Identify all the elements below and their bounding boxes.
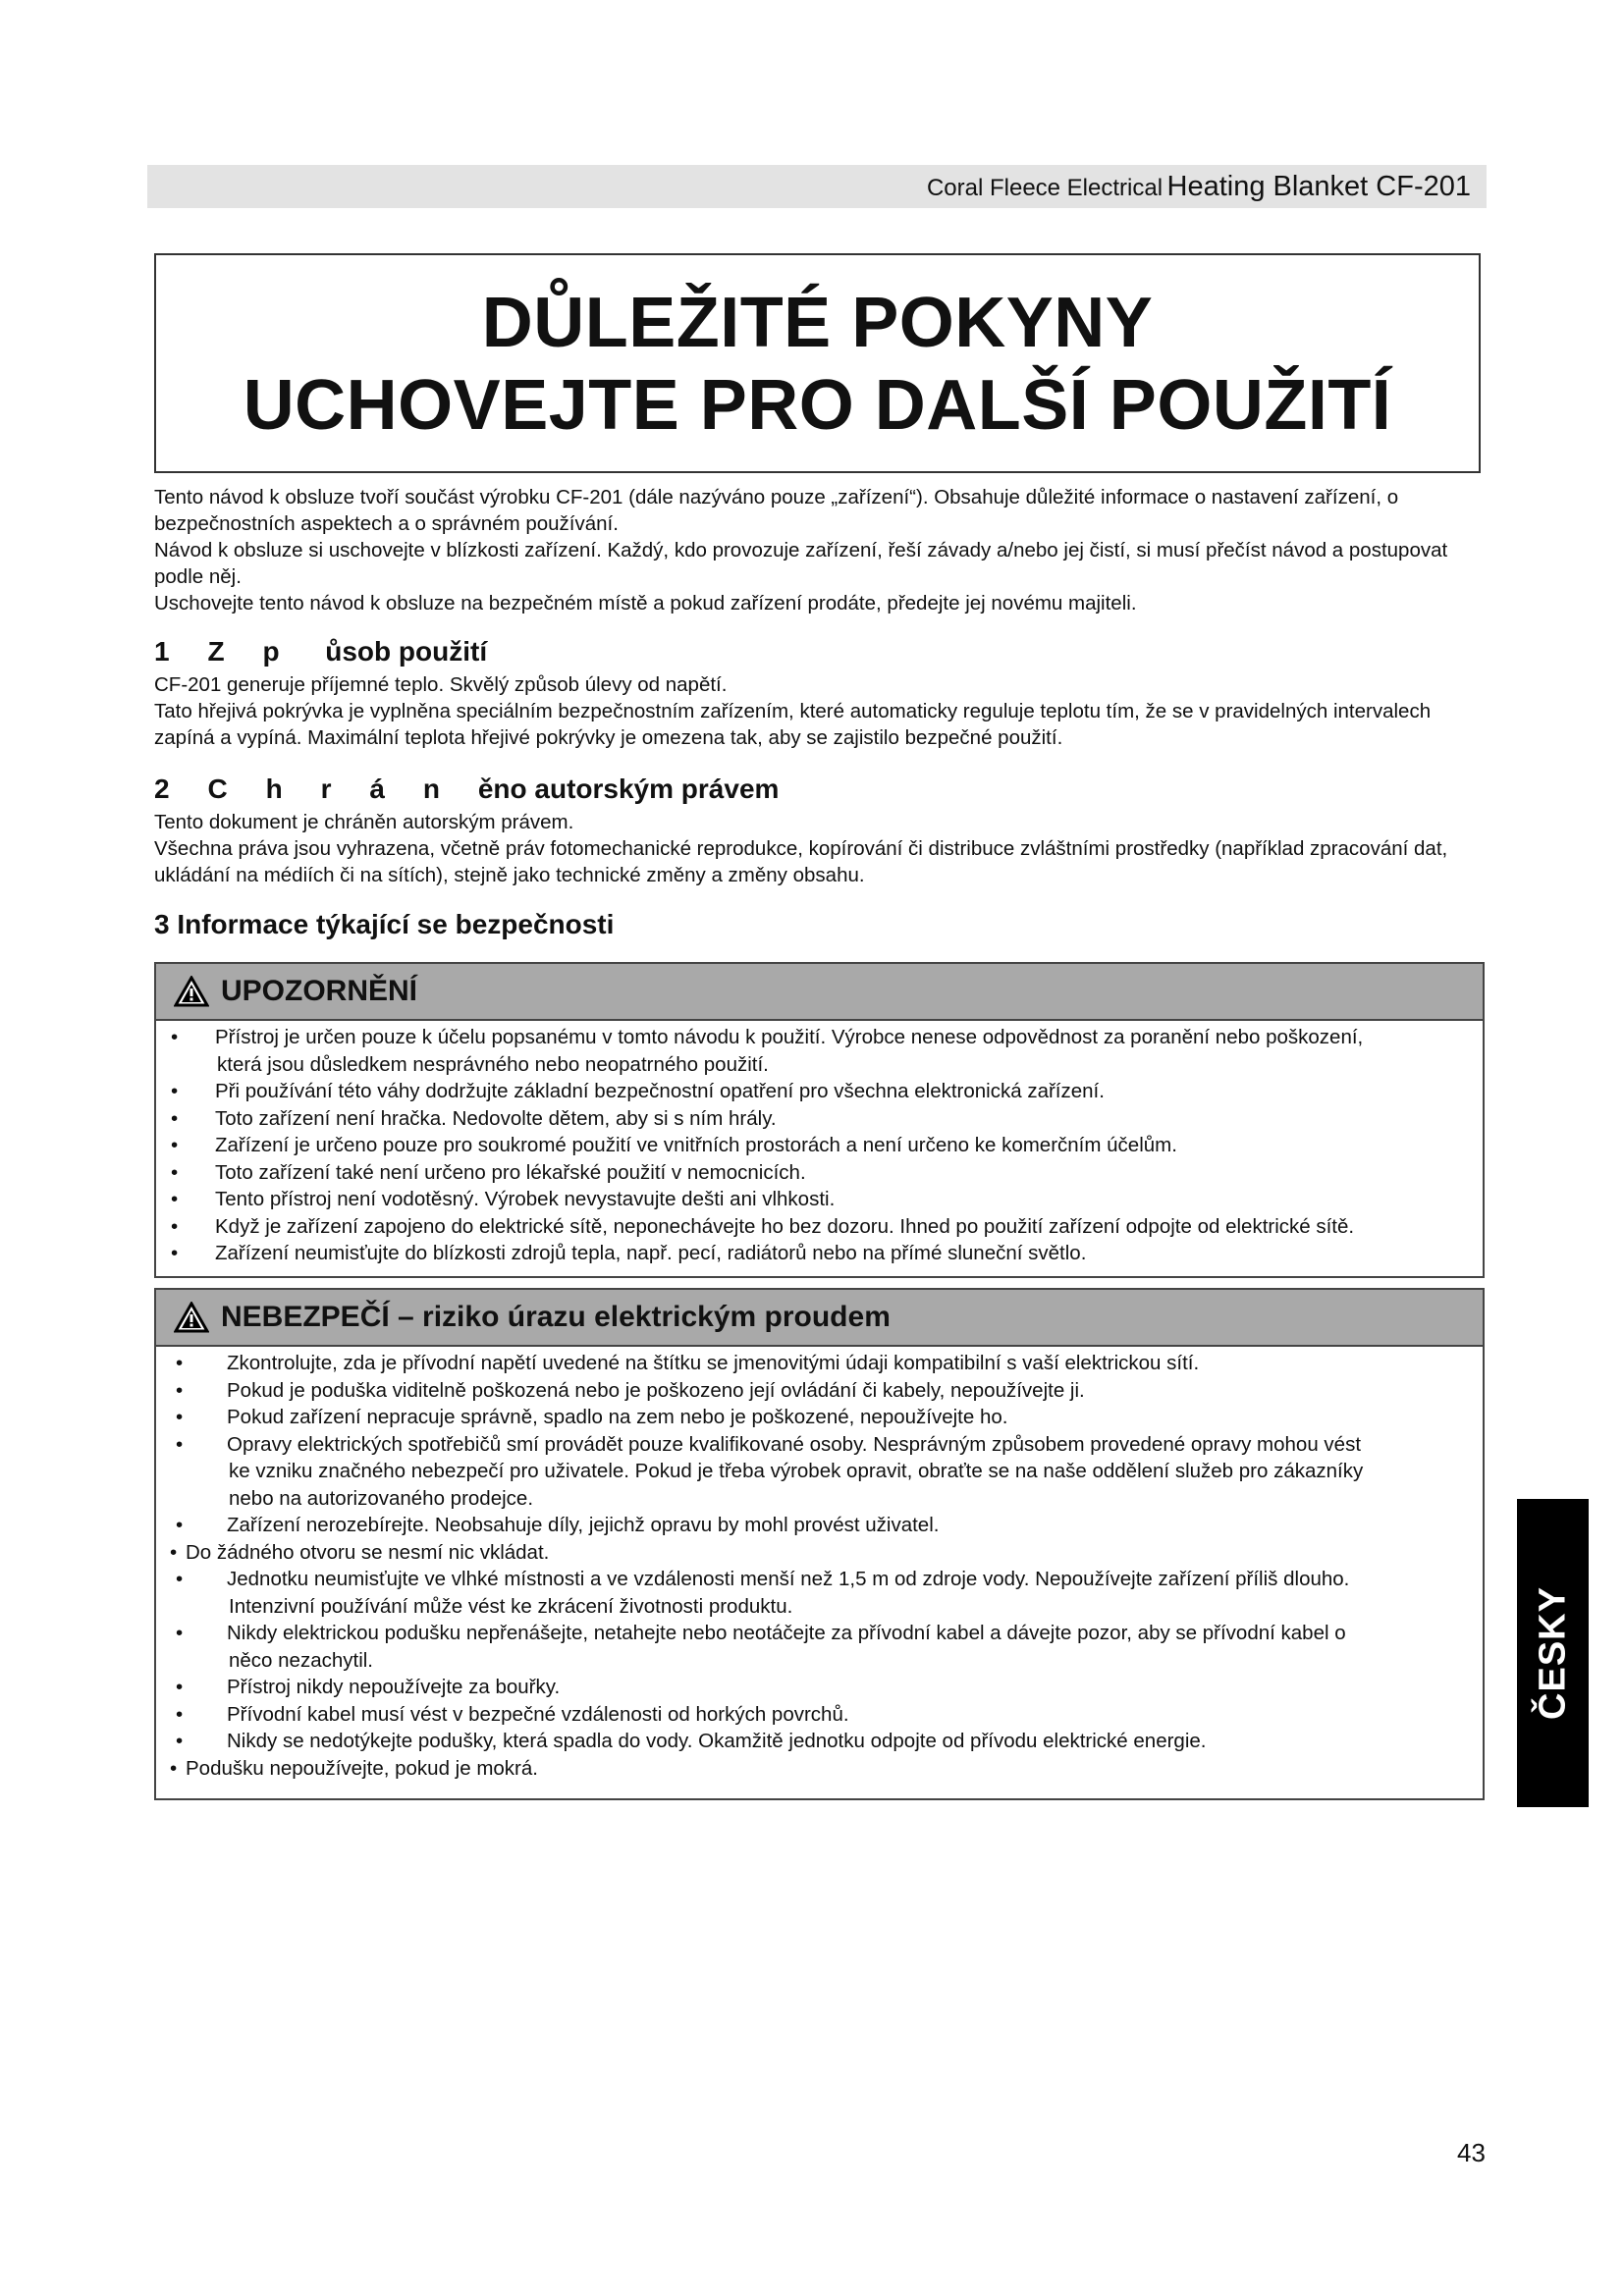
intro-paragraph: Návod k obsluze si uschovejte v blízkosti zařízení. Každý, kdo provozuje zařízení, řeší závady a/nebo jej čistí, si musí přečíst návod a postupovat podle něj. (154, 539, 1448, 588)
list-item: • Přívodní kabel musí vést v bezpečné vzdálenosti od horkých povrchů. (156, 1701, 1483, 1729)
intro-text (154, 484, 1489, 616)
list-item (156, 1024, 1483, 1078)
section-heading: 3 Informace týkající se bezpečnosti (154, 909, 615, 939)
list-item: • Zařízení neumisťujte do blízkosti zdrojů tepla, např. pecí, radiátorů nebo na přímé sluneční světlo. (156, 1240, 1483, 1267)
intro-paragraph: Tento návod k obsluze tvoří součást výrobku CF-201 (dále nazýváno pouze „zařízení“). Obsahuje důležité informace o nastavení zařízení, o bezpečnostních aspektech a o správném používání. (154, 486, 1399, 535)
list-item: • Nikdy se nedotýkejte podušky, která spadla do vody. Okamžitě jednotku odpojte od přívodu elektrické energie. (156, 1728, 1483, 1755)
caution-list (156, 1021, 1483, 1267)
list-item: • Pokud zařízení nepracuje správně, spadlo na zem nebo je poškozené, nepoužívejte ho. (156, 1404, 1483, 1431)
item-line: Opravy elektrických spotřebičů smí provádět pouze kvalifikované osoby. Nesprávným způsobem provedené opravy mohou vést (227, 1432, 1362, 1456)
running-header (147, 165, 1487, 208)
language-tab (1517, 1499, 1589, 1807)
section-heading: 1 Z p ůsob použití (154, 636, 488, 667)
intro-paragraph: Uschovejte tento návod k obsluze na bezpečném místě a pokud zařízení prodáte, předejte jej novému majiteli. (154, 592, 1137, 614)
list-item (156, 1620, 1483, 1674)
list-item: • Toto zařízení také není určeno pro lékařské použití v nemocnicích. (156, 1159, 1483, 1187)
language-tab-label: ČESKY (1532, 1586, 1573, 1720)
important-instructions-box (154, 253, 1481, 473)
item-line-continued: která jsou důsledkem nesprávného nebo neopatrného použití. (217, 1052, 769, 1076)
item-line: Jednotku neumisťujte ve vlhké místnosti a ve vzdálenosti menší než 1,5 m od zdroje vody. Nepoužívejte zařízení příliš dlouho. (227, 1568, 1350, 1590)
item-line: Nikdy elektrickou podušku nepřenášejte, netahejte nebo neotáčejte za přívodní kabel a dávejte pozor, aby se přívodní kabel o (227, 1622, 1346, 1644)
section-paragraph: Tento dokument je chráněn autorským právem. (154, 811, 574, 833)
section-paragraph: CF-201 generuje příjemné teplo. Skvělý způsob úlevy od napětí. (154, 673, 728, 696)
section-safety (154, 909, 1489, 944)
list-item: • Přístroj nikdy nepoužívejte za bouřky. (156, 1674, 1483, 1701)
danger-box-header (156, 1290, 1483, 1347)
item-line-continued: nebo na autorizovaného prodejce. (229, 1486, 534, 1510)
section-usage (154, 636, 1489, 751)
section-heading: 2 C h r á n ěno autorským právem (154, 774, 780, 804)
list-item (156, 1566, 1483, 1620)
list-item: • Podušku nepoužívejte, pokud je mokrá. (156, 1755, 1483, 1783)
section-paragraph: Tato hřejivá pokrývka je vyplněna speciálním bezpečnostním zařízením, které automaticky reguluje teplotu tím, že se v pravidelných intervalech zapíná a vypíná. Maximální teplota hřejivé pokrývky je omezena tak, aby se zajistilo bezpečné použití. (154, 700, 1432, 749)
list-item (156, 1431, 1483, 1513)
item-line: Přístroj je určen pouze k účelu popsanému v tomto návodu k použití. Výrobce nenese odpovědnost za poranění nebo poškození, (215, 1026, 1364, 1048)
item-line-continued: ke vzniku značného nebezpečí pro uživatele. Pokud je třeba výrobek opravit, obraťte se na naše oddělení služeb pro zákazníky (229, 1460, 1364, 1482)
list-item: • Pokud je poduška viditelně poškozená nebo je poškozeno její ovládání či kabely, nepoužívejte ji. (156, 1377, 1483, 1405)
page-number: 43 (1457, 2138, 1486, 2167)
list-item: • Tento přístroj není vodotěsný. Výrobek nevystavujte dešti ani vlhkosti. (156, 1186, 1483, 1213)
caution-title: UPOZORNĚNÍ (221, 975, 418, 1007)
list-item: • Zařízení nerozebírejte. Neobsahuje díly, jejichž opravu by mohl provést uživatel. (156, 1512, 1483, 1539)
caution-box (154, 962, 1485, 1278)
section-copyright (154, 774, 1489, 888)
list-item: • Zkontrolujte, zda je přívodní napětí uvedené na štítku se jmenovitými údaji kompatibilní s vaší elektrickou sítí. (156, 1350, 1483, 1377)
section-paragraph: Všechna práva jsou vyhrazena, včetně práv fotomechanické reprodukce, kopírování či distribuce zvláštními prostředky (například zpracování dat, ukládání na médiích či na sítích), stejně jako technické změny a změny obsahu. (154, 837, 1448, 886)
header-product-brand: Coral Fleece Electrical (926, 175, 1164, 201)
danger-box (154, 1288, 1485, 1800)
item-line-continued: něco nezachytil. (229, 1648, 374, 1672)
title-line-1: DŮLEŽITÉ POKYNY (481, 284, 1154, 362)
list-item: • Při používání této váhy dodržujte základní bezpečnostní opatření pro všechna elektronická zařízení. (156, 1078, 1483, 1105)
warning-triangle-icon (174, 1302, 209, 1333)
list-item: • Toto zařízení není hračka. Nedovolte dětem, aby si s ním hrály. (156, 1105, 1483, 1133)
danger-list (156, 1347, 1483, 1782)
list-item: • Do žádného otvoru se nesmí nic vkládat. (156, 1539, 1483, 1567)
title-line-2: UCHOVEJTE PRO DALŠÍ POUŽITÍ (243, 366, 1392, 445)
caution-box-header (156, 964, 1483, 1021)
item-line-continued: Intenzivní používání může vést ke zkrácení životnosti produktu. (229, 1594, 793, 1618)
danger-title: NEBEZPEČÍ – riziko úrazu elektrickým proudem (221, 1301, 891, 1333)
header-product-name: Heating Blanket CF-201 (1166, 171, 1471, 202)
warning-triangle-icon (174, 976, 209, 1007)
list-item: • Když je zařízení zapojeno do elektrické sítě, neponechávejte ho bez dozoru. Ihned po použití zařízení odpojte od elektrické sítě. (156, 1213, 1483, 1241)
list-item: • Zařízení je určeno pouze pro soukromé použití ve vnitřních prostorách a není určeno ke komerčním účelům. (156, 1132, 1483, 1159)
